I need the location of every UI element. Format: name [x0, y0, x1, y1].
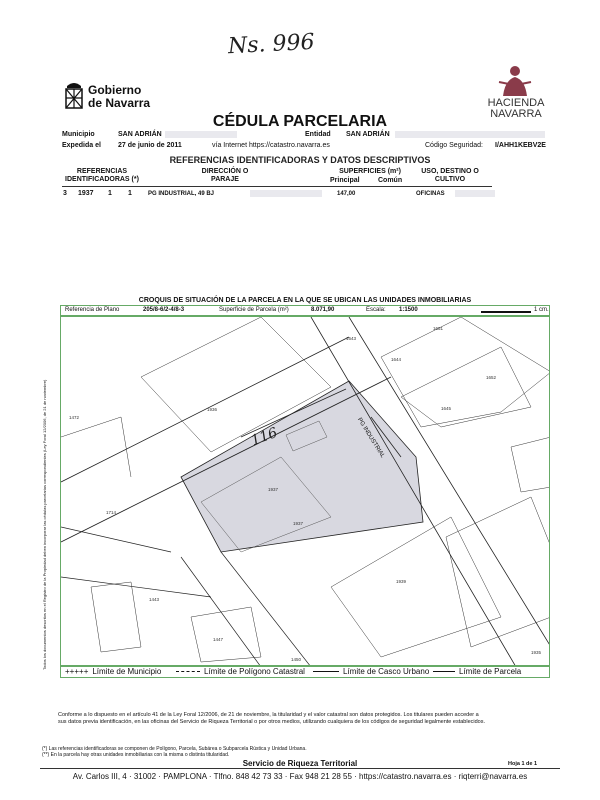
- handwritten-note: Ns. 996: [227, 29, 316, 60]
- map-drawing: [61, 317, 550, 666]
- legend-parcela-label: Límite de Parcela: [459, 667, 522, 676]
- entidad-value: SAN ADRIÁN: [346, 131, 390, 138]
- table-divider: [62, 186, 492, 187]
- parcel-label: 1450: [291, 657, 302, 662]
- gov-logo-line1: Gobierno: [88, 83, 142, 97]
- municipio-value: SAN ADRIÁN: [118, 131, 162, 138]
- legend-parcela-symbol: [433, 671, 455, 672]
- legend-poligono-label: Límite de Polígono Catastral: [204, 667, 305, 676]
- parcel-label: 1937: [293, 521, 304, 526]
- highlighted-parcel: [181, 381, 423, 552]
- legend-municipio-symbol: +++++: [65, 667, 89, 676]
- page-title: CÉDULA PARCELARIA: [212, 113, 388, 130]
- cadastral-map: [60, 316, 550, 666]
- parcel-label-1937: 1937: [268, 487, 279, 492]
- superficie-value: 8.071,90: [311, 307, 335, 313]
- parcel-label: 1643: [346, 336, 357, 341]
- parcel-outline: [331, 517, 501, 657]
- handwritten-dimension: 116: [249, 424, 280, 450]
- parcel-label: 1935: [531, 650, 542, 655]
- legend-municipio: [65, 667, 161, 676]
- footer-service: Servicio de Riqueza Territorial: [242, 759, 358, 768]
- parcel-outline: [91, 582, 141, 652]
- redacted-block: [395, 131, 545, 138]
- side-legal-note-text: Todos los documentos descritos en el Registro de la Propiedad deben incorporar las cédulas parcelarias correspondientes (Ley Foral 12/2006, de 21 de noviembre): [42, 379, 47, 670]
- footer-address: Av. Carlos III, 4 · 31002 · PAMPLONA · Tlfno. 848 42 73 33 · Fax 948 21 28 55 · https://catastro.navarra.es · riqterri@navarra.es: [72, 772, 528, 781]
- col-header-direction: DIRECCIÓN O PARAJE: [201, 168, 249, 183]
- footer-page-number: Hoja 1 de 1: [508, 761, 538, 767]
- map-legend: [60, 666, 550, 678]
- map-info-bar: [60, 305, 550, 316]
- ref-plano-value: 205/8-6/2-4/8-3: [143, 307, 185, 313]
- footer-note-2: (**) En la parcela hay otras unidades inmobiliarias con la misma o distinta titularidad.: [42, 752, 230, 758]
- parcel-outline: [446, 497, 550, 647]
- parcel-outline: [401, 347, 531, 427]
- section-title: REFERENCIAS IDENTIFICADORAS Y DATOS DESCRIPTIVOS: [169, 155, 431, 165]
- gov-logo-line2: de Navarra: [88, 96, 151, 110]
- municipio-label: Municipio: [62, 131, 95, 138]
- parcel-outline: [511, 437, 550, 492]
- codigo-label: Código Seguridad:: [425, 142, 483, 149]
- escala-value: 1:1500: [399, 307, 418, 313]
- scale-bar-label: 1 cm.: [534, 307, 549, 313]
- col-header-principal: Principal: [330, 177, 360, 184]
- gov-logo-text: [88, 84, 150, 110]
- expedida-value: 27 de junio de 2011: [118, 142, 182, 149]
- col-header-surfaces: SUPERFICIES (m²): [339, 168, 401, 175]
- redacted-block: [250, 190, 322, 197]
- uso-value: OFICINAS: [416, 191, 445, 197]
- col-header-use: USO, DESTINO O CULTIVO: [421, 168, 479, 183]
- redacted-block: [455, 190, 495, 197]
- ref-subarea: 1: [108, 190, 112, 197]
- navarra-shield-logo: [63, 80, 85, 110]
- parcel-label: 1645: [441, 406, 452, 411]
- parcel-label: 1939: [396, 579, 407, 584]
- legend-parcela: [433, 667, 521, 676]
- parcel-label: 1651: [433, 326, 444, 331]
- legend-poligono-symbol: [176, 671, 200, 672]
- ref-unidad: 1: [128, 190, 132, 197]
- parcel-label: 1447: [213, 637, 224, 642]
- legend-casco-label: Límite de Casco Urbano: [343, 667, 430, 676]
- parcel-outline: [61, 417, 131, 477]
- redacted-block: [165, 131, 237, 138]
- direccion-value: PG INDUSTRIAL, 49 BJ: [148, 191, 215, 197]
- parcel-label: 1714: [106, 510, 117, 515]
- parcel-label: 1936: [207, 407, 218, 412]
- map-title: CROQUIS DE SITUACIÓN DE LA PARCELA EN LA QUE SE UBICAN LAS UNIDADES INMOBILIARIAS: [138, 297, 472, 304]
- legend-poligono: [176, 667, 305, 676]
- entidad-label: Entidad: [305, 131, 331, 138]
- superficie-label: Superficie de Parcela (m²): [219, 307, 289, 313]
- codigo-value: I/AHH1KEBV2E: [495, 142, 546, 149]
- hacienda-line1: HACIENDA: [487, 97, 545, 109]
- ref-parcela: 1937: [78, 190, 94, 197]
- via-internet-text: vía Internet https://catastro.navarra.es: [212, 142, 330, 149]
- expedida-label: Expedida el: [62, 142, 101, 149]
- col-header-references: REFERENCIAS IDENTIFICADORAS (*): [65, 168, 139, 183]
- footer-note-1: (*) Las referencias identificadoras se componen de Polígono, Parcela, Subárea o Subparcela Rústica y Unidad Urbana.: [42, 746, 307, 752]
- hacienda-line2: NAVARRA: [490, 108, 542, 120]
- footer-divider: [40, 768, 560, 769]
- side-legal-note: [42, 320, 54, 670]
- parcel-outline: [191, 607, 261, 662]
- hacienda-emblem-logo: [495, 62, 535, 98]
- parcel-label: 1652: [486, 375, 497, 380]
- parcel-label: 1644: [391, 357, 402, 362]
- legend-municipio-label: Límite de Municipio: [92, 667, 162, 676]
- street-label: PG INDUSTRIAL: [355, 417, 386, 460]
- ref-poligono: 3: [63, 190, 67, 197]
- parcel-label: 1472: [69, 415, 80, 420]
- parcel-label: 1443: [149, 597, 160, 602]
- road-edge: [61, 527, 311, 666]
- footer-legal-paragraph: Conforme a lo dispuesto en el artículo 41 de la Ley Foral 12/2006, de 21 de noviembre, la titularidad y el valor catastral son datos protegidos. Los titulares pueden acceder a sus datos previa identificación, en las oficinas del Servicio de Riqueza Territorial o por otros medios, utilizando cualquiera de los códigos de seguridad legalmente establecidos.: [58, 712, 486, 725]
- escala-label: Escala:: [366, 307, 386, 313]
- legend-casco: [313, 667, 429, 676]
- legend-casco-symbol: [313, 671, 339, 672]
- principal-value: 147,00: [337, 191, 356, 197]
- ref-plano-label: Referencia de Plano: [65, 307, 120, 313]
- scale-bar: [481, 311, 531, 313]
- col-header-comun: Común: [378, 177, 403, 184]
